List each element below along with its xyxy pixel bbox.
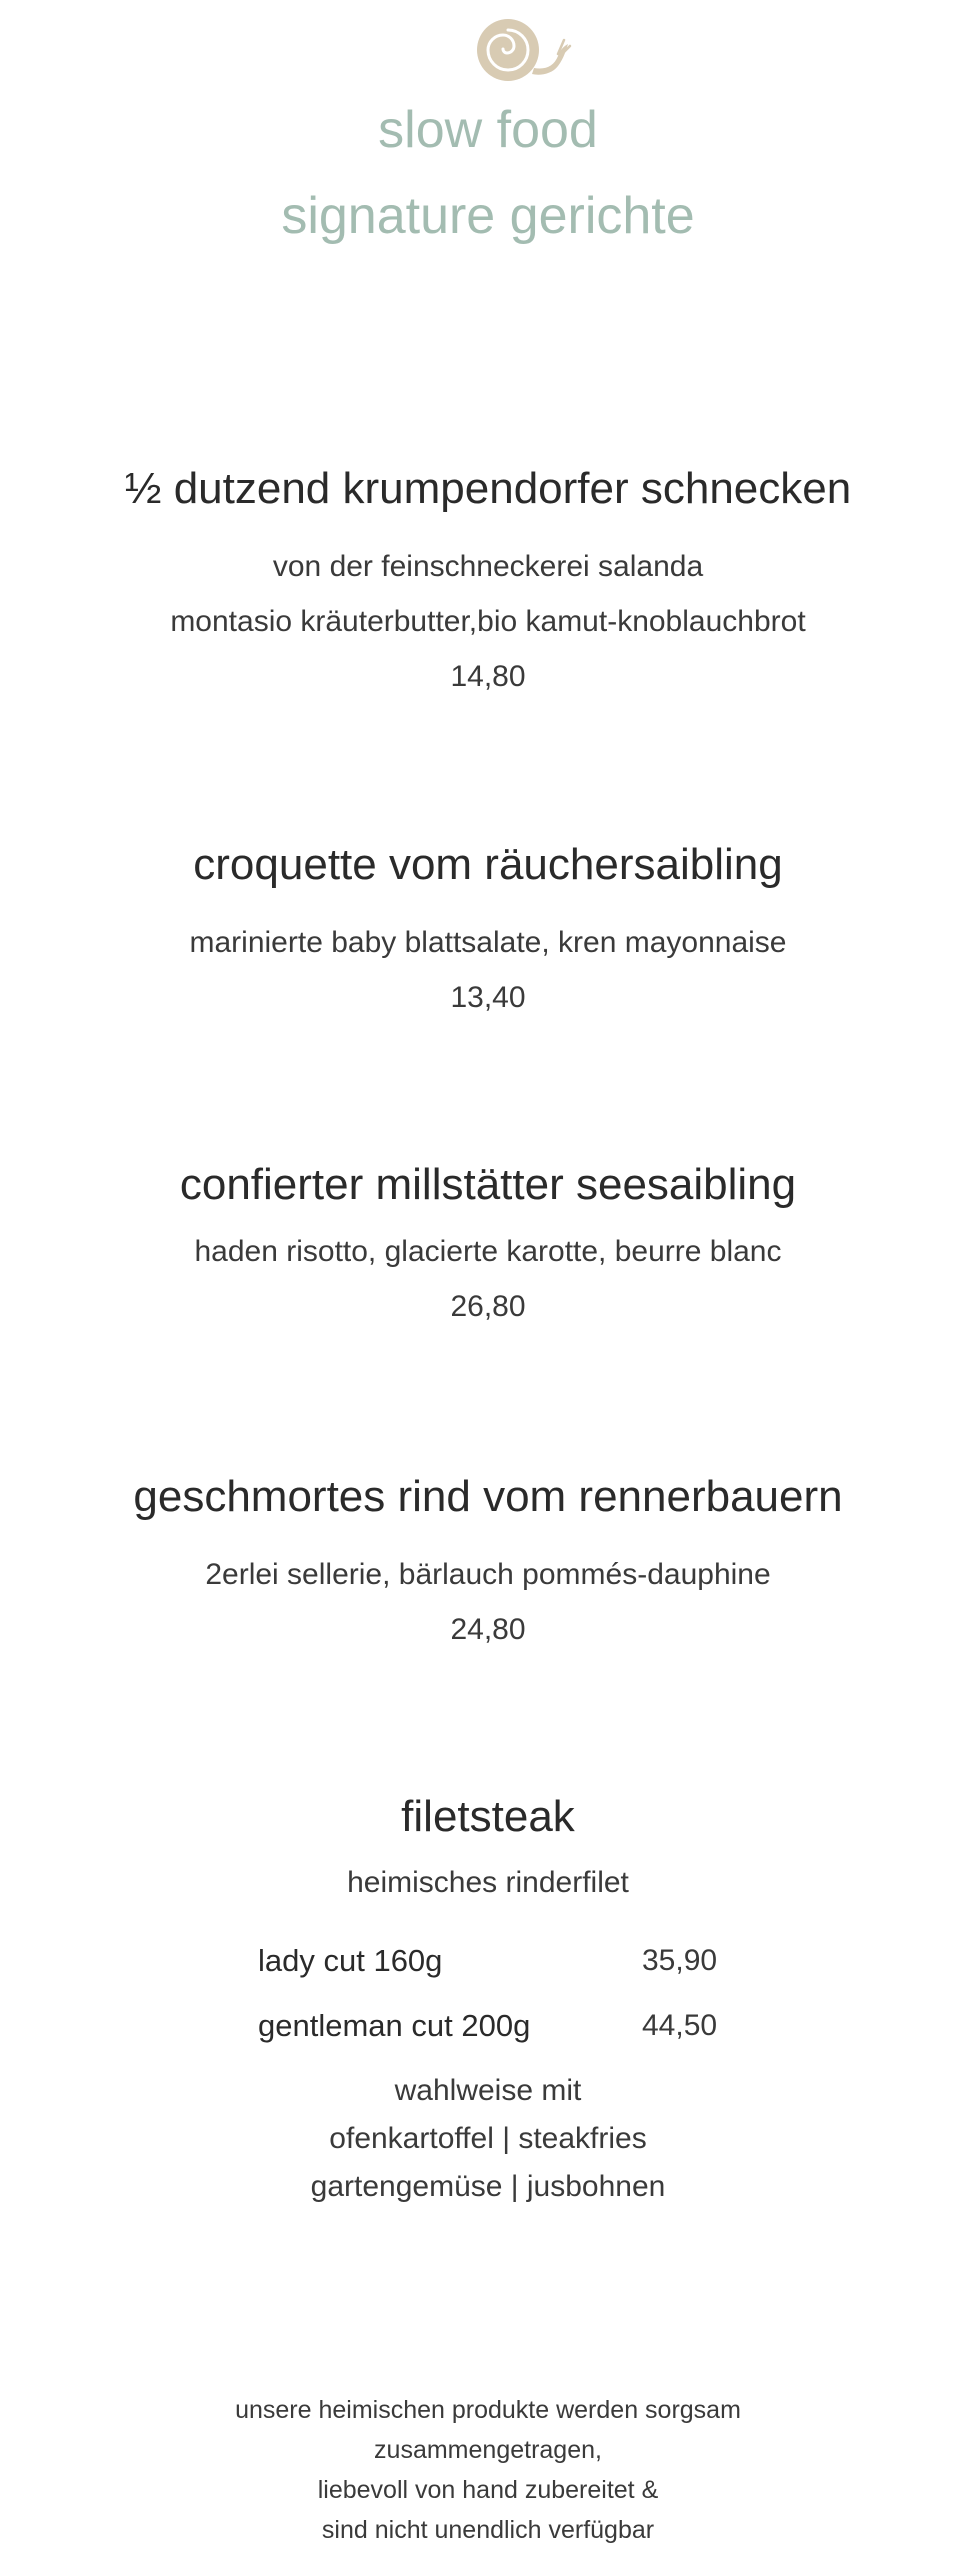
cut-price: 44,50 xyxy=(642,2009,718,2042)
cut-label: gentleman cut 200g xyxy=(258,2008,531,2043)
sides-line: ofenkartoffel | steakfries xyxy=(329,2122,647,2155)
dish-description: von der feinschneckerei salanda xyxy=(272,550,704,583)
cut-price: 35,90 xyxy=(642,1944,718,1977)
menu-title: slow food xyxy=(378,101,598,159)
dish-price: 13,40 xyxy=(450,981,526,1014)
dish-price: 14,80 xyxy=(450,660,526,693)
sides-line: wahlweise mit xyxy=(394,2074,582,2107)
footer-line: liebevoll von hand zubereitet & xyxy=(317,2476,659,2504)
dish-description: haden risotto, glacierte karotte, beurre blanc xyxy=(194,1235,782,1268)
dish-description: heimisches rinderfilet xyxy=(347,1866,629,1899)
dish-price: 24,80 xyxy=(450,1613,526,1646)
dish-title: geschmortes rind vom rennerbauern xyxy=(133,1472,843,1521)
dish-title: ½ dutzend krumpendorfer schnecken xyxy=(124,464,852,513)
cut-label: lady cut 160g xyxy=(258,1943,443,1978)
footer-line: sind nicht unendlich verfügbar xyxy=(321,2516,655,2544)
dish-price: 26,80 xyxy=(450,1290,526,1323)
sides-line: gartengemüse | jusbohnen xyxy=(310,2170,666,2203)
dish-title: confierter millstätter seesaibling xyxy=(179,1160,797,1209)
dish-title: croquette vom räuchersaibling xyxy=(193,840,783,889)
footer-line: unsere heimischen produkte werden sorgsam xyxy=(235,2396,741,2424)
snail-icon xyxy=(474,16,572,84)
dish-description: 2erlei sellerie, bärlauch pommés-dauphine xyxy=(205,1558,771,1591)
dish-title: filetsteak xyxy=(401,1792,575,1841)
dish-description: marinierte baby blattsalate, kren mayonnaise xyxy=(189,926,787,959)
footer-line: zusammengetragen, xyxy=(374,2436,602,2464)
menu-subtitle: signature gerichte xyxy=(281,187,695,245)
dish-description: montasio kräuterbutter,bio kamut-knoblauchbrot xyxy=(170,605,806,638)
